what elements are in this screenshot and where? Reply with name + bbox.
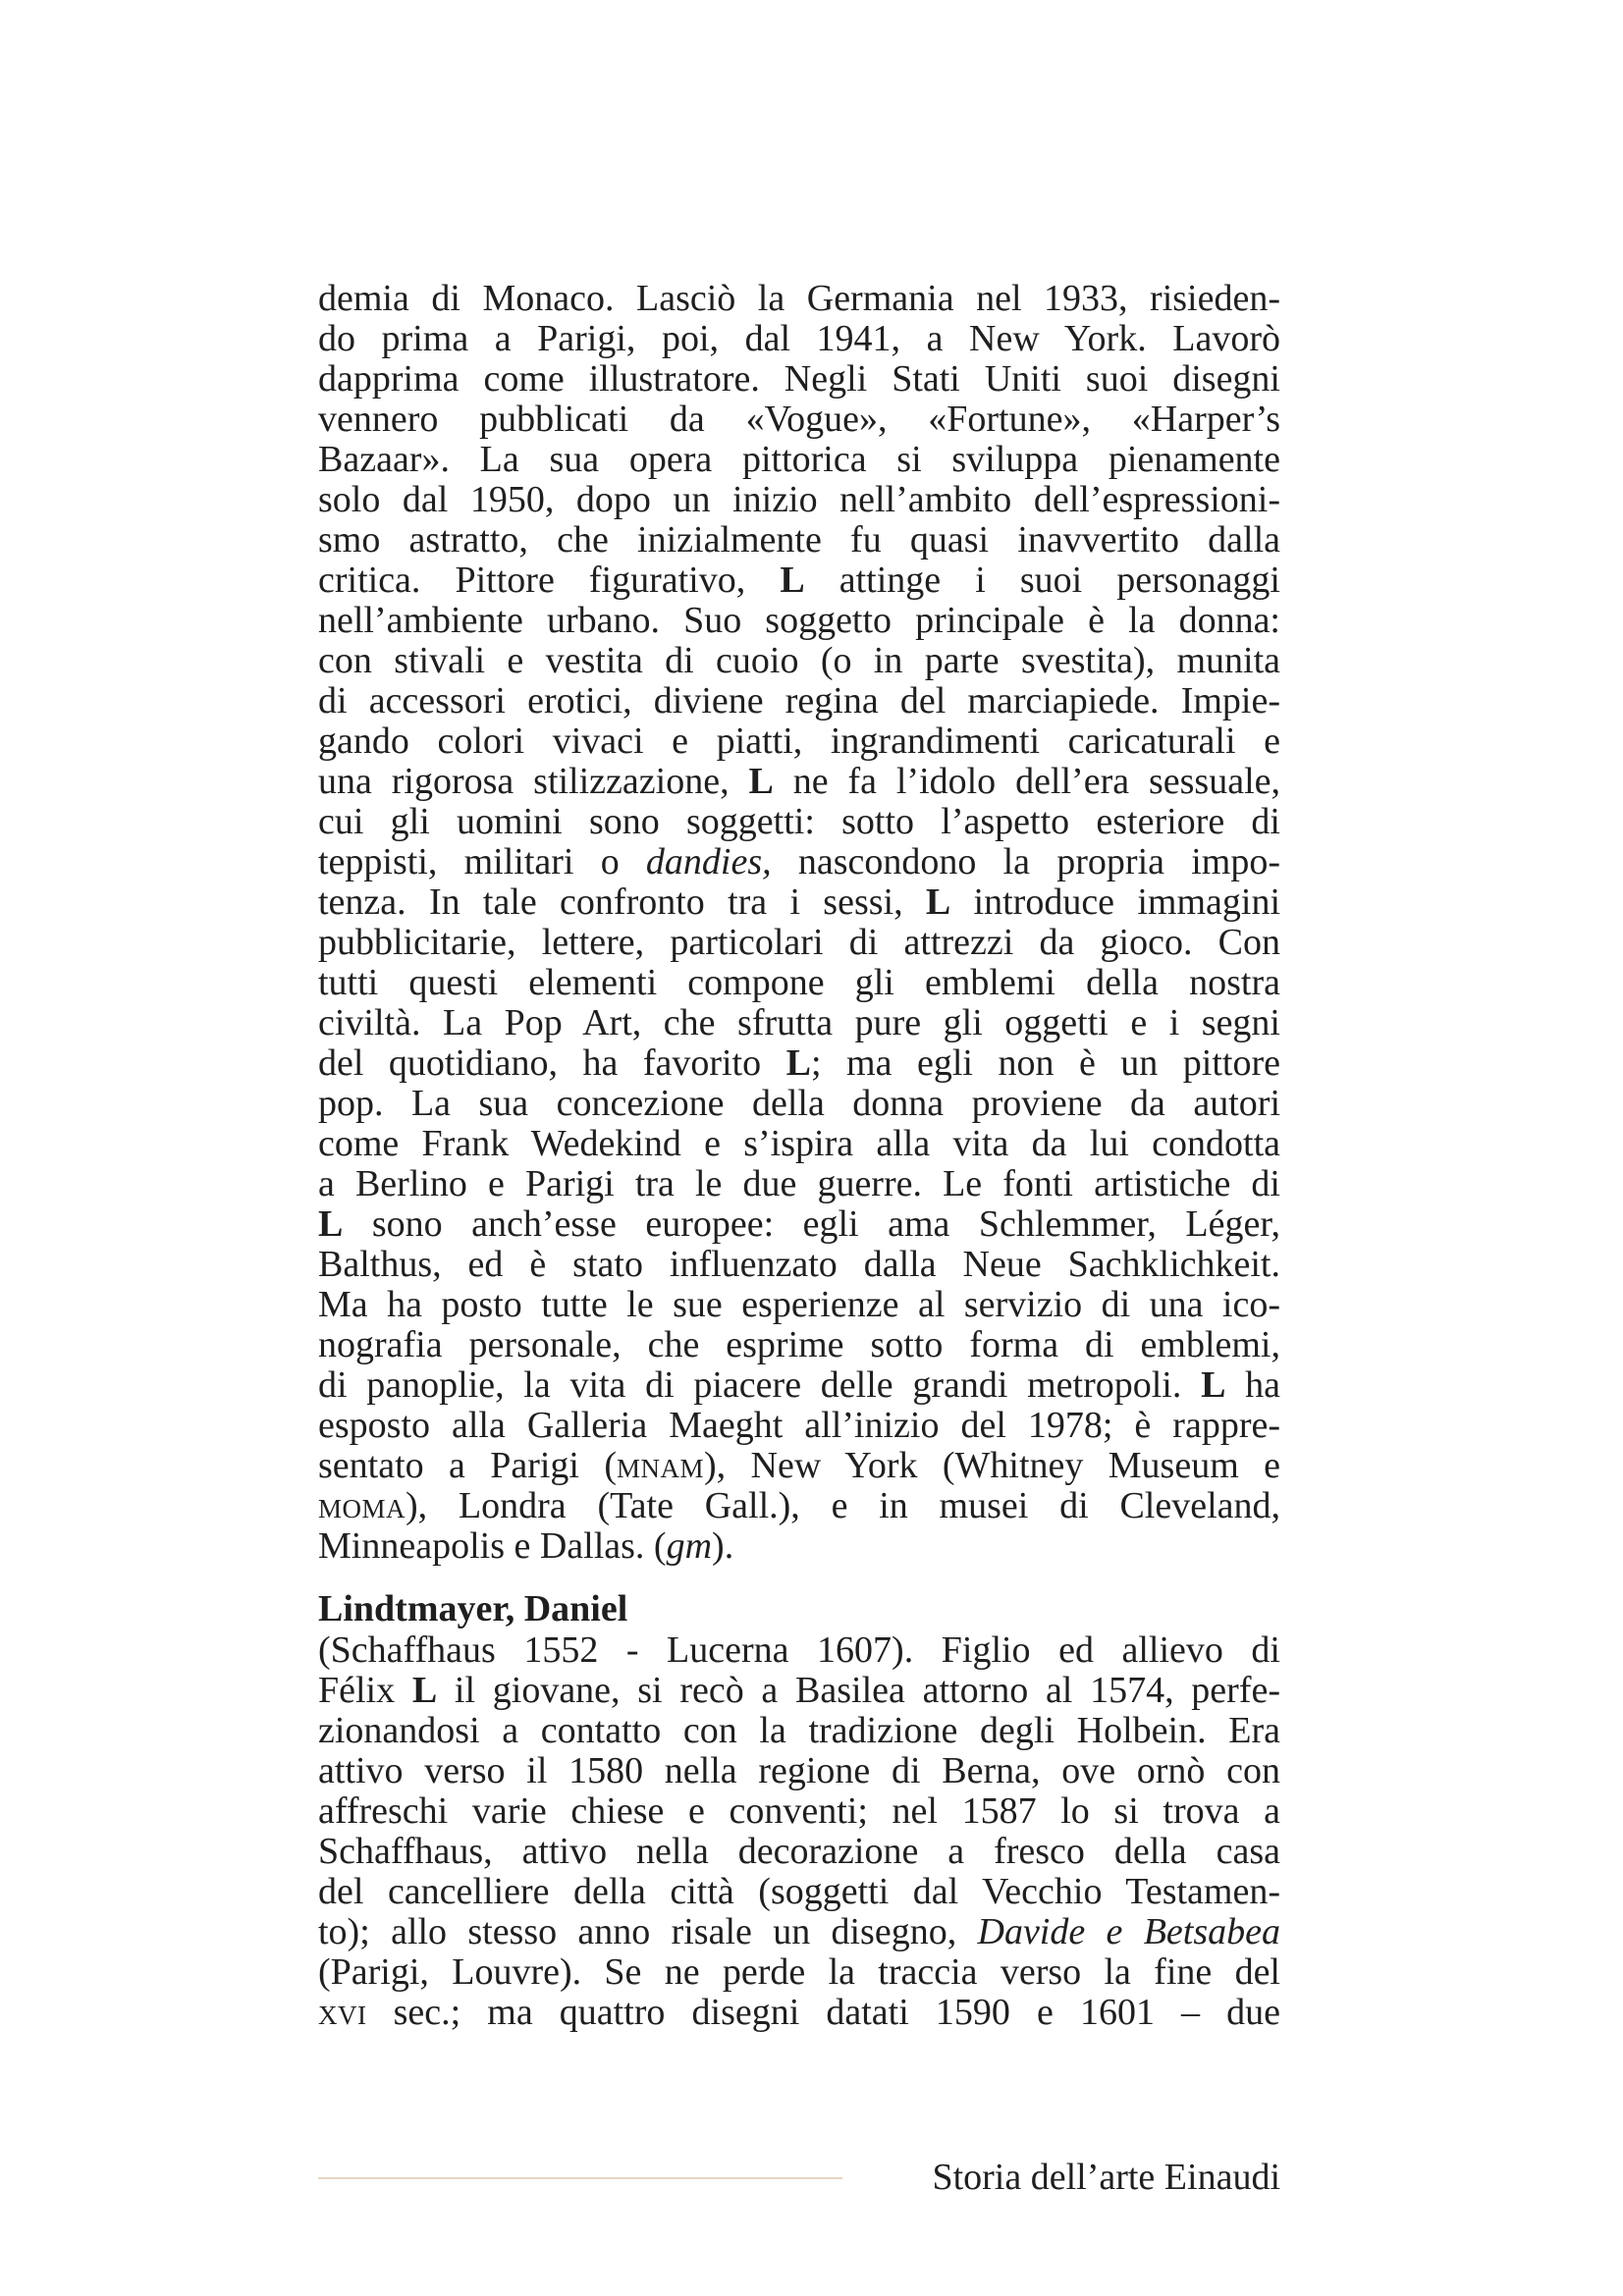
text-line: dapprima come illustratore. Negli Stati Uniti suoi disegni — [318, 358, 1280, 400]
entry-abbrev: L — [1201, 1364, 1226, 1406]
entry-abbrev: L — [411, 1670, 438, 1711]
text-line: Balthus, ed è stato influenzato dalla Neue Sachklichkeit. — [318, 1244, 1280, 1285]
entry-body — [318, 1630, 1280, 2033]
text-line: tutti questi elementi compone gli emblemi della nostra — [318, 962, 1280, 1003]
text-line: nografia personale, che esprime sotto forma di emblemi, — [318, 1324, 1280, 1365]
text-line: L sono anch’esse europee: egli ama Schlemmer, Léger, — [318, 1203, 1280, 1245]
footer-rule — [318, 2177, 842, 2179]
text-line: nell’ambiente urbano. Suo soggetto principale è la donna: — [318, 600, 1280, 641]
entry-body-continued — [318, 279, 1280, 1567]
text-line: di accessori erotici, diviene regina del marciapiede. Impie- — [318, 680, 1280, 721]
text-line: teppisti, militari o dandies, nascondono la propria impo- — [318, 841, 1280, 882]
text-line: una rigorosa stilizzazione, L ne fa l’idolo dell’era sessuale, — [318, 761, 1280, 802]
text-line: Bazaar». La sua opera pittorica si sviluppa pienamente — [318, 439, 1280, 480]
text-line: civiltà. La Pop Art, che sfrutta pure gli oggetti e i segni — [318, 1002, 1280, 1043]
entry-abbrev: L — [748, 761, 774, 802]
author-initials: gm — [666, 1525, 713, 1567]
text-line: attivo verso il 1580 nella regione di Berna, ove ornò con — [318, 1750, 1280, 1791]
text-line: critica. Pittore figurativo, L attinge i suoi personaggi — [318, 560, 1280, 601]
artwork-title: Davide e Betsabea — [977, 1911, 1280, 1952]
text-line: affreschi varie chiese e conventi; nel 1587 lo si trova a — [318, 1790, 1280, 1832]
small-caps-century: xvi — [318, 1992, 367, 2033]
entry-heading: Lindtmayer, Daniel — [318, 1588, 628, 1629]
text-line: moma), Londra (Tate Gall.), e in musei di Cleveland, — [318, 1485, 1280, 1526]
text-line: solo dal 1950, dopo un inizio nell’ambito dell’espressioni- — [318, 479, 1280, 520]
text-line: vennero pubblicati da «Vogue», «Fortune», «Harper’s — [318, 399, 1280, 440]
entry-abbrev: L — [780, 560, 805, 601]
small-caps-abbrev: moma — [318, 1485, 406, 1526]
text-line: zionandosi a contatto con la tradizione degli Holbein. Era — [318, 1710, 1280, 1751]
text-line: Ma ha posto tutte le sue esperienze al servizio di una ico- — [318, 1284, 1280, 1325]
text-line: con stivali e vestita di cuoio (o in parte svestita), munita — [318, 640, 1280, 681]
text-line: to); allo stesso anno risale un disegno, Davide e Betsabea — [318, 1911, 1280, 1952]
text-line: sentato a Parigi (mnam), New York (Whitney Museum e — [318, 1445, 1280, 1486]
text-line: come Frank Wedekind e s’ispira alla vita da lui condotta — [318, 1123, 1280, 1164]
text-line: demia di Monaco. Lasciò la Germania nel 1933, risieden- — [318, 278, 1280, 319]
text-line: esposto alla Galleria Maeght all’inizio del 1978; è rappre- — [318, 1405, 1280, 1446]
entry-abbrev: L — [925, 881, 951, 923]
text-line: Schaffhaus, attivo nella decorazione a fresco della casa — [318, 1831, 1280, 1872]
text-line: Félix L il giovane, si recò a Basilea attorno al 1574, perfe- — [318, 1670, 1280, 1711]
text-line: pubblicitarie, lettere, particolari di attrezzi da gioco. Con — [318, 922, 1280, 963]
footer-title: Storia dell’arte Einaudi — [932, 2157, 1280, 2198]
text-line: Minneapolis e Dallas. (gm). — [318, 1525, 734, 1567]
text-line: gando colori vivaci e piatti, ingrandimenti caricaturali e — [318, 721, 1280, 762]
text-line: xvi sec.; ma quattro disegni datati 1590 e 1601 – due — [318, 1992, 1280, 2033]
text-line: (Parigi, Louvre). Se ne perde la traccia verso la fine del — [318, 1951, 1280, 1993]
text-line: pop. La sua concezione della donna proviene da autori — [318, 1083, 1280, 1124]
entry-abbrev: L — [318, 1203, 344, 1245]
text-line: do prima a Parigi, poi, dal 1941, a New York. Lavorò — [318, 318, 1280, 359]
text-line: smo astratto, che inizialmente fu quasi inavvertito dalla — [318, 519, 1280, 561]
text-line: a Berlino e Parigi tra le due guerre. Le fonti artistiche di — [318, 1163, 1280, 1204]
text-line: del quotidiano, ha favorito L; ma egli non è un pittore — [318, 1042, 1280, 1084]
text-line: tenza. In tale confronto tra i sessi, L introduce immagini — [318, 881, 1280, 923]
text-line: del cancelliere della città (soggetti dal Vecchio Testamen- — [318, 1871, 1280, 1912]
text-line: di panoplie, la vita di piacere delle grandi metropoli. L ha — [318, 1364, 1280, 1406]
italic-term: dandies, — [645, 841, 772, 882]
text-line: cui gli uomini sono soggetti: sotto l’aspetto esteriore di — [318, 801, 1280, 842]
text-line: (Schaffhaus 1552 - Lucerna 1607). Figlio ed allievo di — [318, 1629, 1280, 1671]
entry-abbrev: L — [785, 1042, 811, 1084]
small-caps-abbrev: mnam — [617, 1445, 705, 1486]
